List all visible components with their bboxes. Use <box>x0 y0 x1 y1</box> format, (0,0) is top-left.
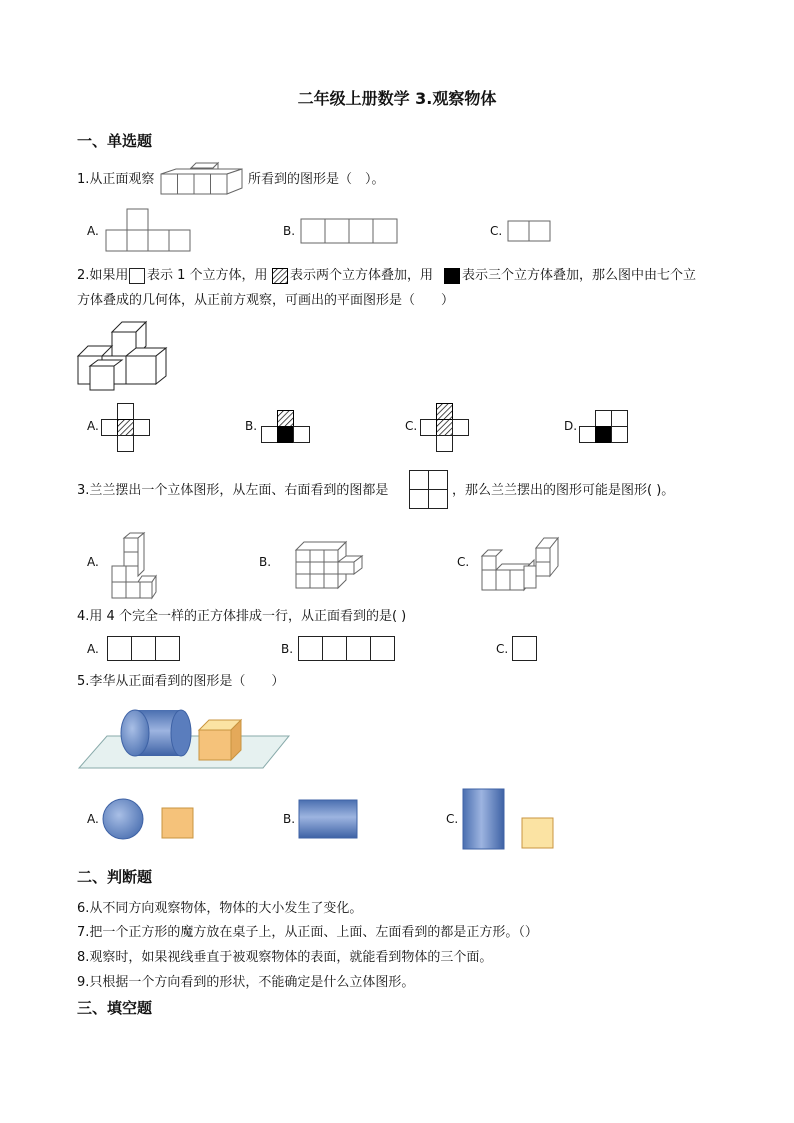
question-6-text: 6.从不同方向观察物体，物体的大小发生了变化。 <box>77 901 363 916</box>
page-title: 二年级上册数学 3.观察物体 <box>297 89 497 108</box>
question-2-line1-b: 表示 1 个立方体，用 <box>147 268 268 283</box>
q2-option-a-label[interactable]: A. <box>87 419 99 433</box>
double-cube-hatched-symbol <box>272 268 289 285</box>
question-4-text: 4.用 4 个完全一样的正方体排成一行，从正面看到的是( ) <box>77 609 407 624</box>
q3-option-b-label[interactable]: B. <box>259 555 272 569</box>
question-5-text: 5.李华从正面看到的图形是（ ） <box>77 674 285 689</box>
q1-3d-cubes-figure <box>158 160 248 196</box>
question-1-prefix: 1.从正面观察 <box>77 172 155 187</box>
q3-option-a-figure[interactable] <box>108 530 160 602</box>
q1-option-a-figure[interactable] <box>105 208 195 252</box>
section-heading-single-choice: 一、单选题 <box>77 132 153 150</box>
question-2-line1-d: 表示三个立方体叠加，那么图中由七个立 <box>462 268 697 283</box>
q1-option-c-figure[interactable] <box>507 220 551 242</box>
q3-option-c-label[interactable]: C. <box>457 555 470 569</box>
question-2-line2: 方体叠成的几何体，从正前方观察，可画出的平面图形是（ ） <box>77 293 455 308</box>
q2-option-b-figure[interactable] <box>261 410 311 444</box>
section-heading-true-false: 二、判断题 <box>77 868 153 886</box>
question-7-text: 7.把一个正方形的魔方放在桌子上，从正面、上面、左面看到的都是正方形。（） <box>77 925 538 940</box>
question-1-suffix: 所看到的图形是（ ）。 <box>248 172 385 187</box>
q5-option-b-figure[interactable] <box>298 798 360 842</box>
q2-option-d-label[interactable]: D. <box>564 419 578 433</box>
q2-stacked-cubes-figure <box>76 318 172 392</box>
q3-option-b-figure[interactable] <box>292 536 368 592</box>
q2-option-b-label[interactable]: B. <box>245 419 258 433</box>
question-8-text: 8.观察时，如果视线垂直于被观察物体的表面，就能看到物体的三个面。 <box>77 950 493 965</box>
q1-option-b-label[interactable]: B. <box>283 224 296 238</box>
q1-option-b-figure[interactable] <box>300 218 398 244</box>
q1-option-a-label[interactable]: A. <box>87 224 99 238</box>
section-heading-fill-in: 三、填空题 <box>77 999 153 1017</box>
q1-option-c-label[interactable]: C. <box>490 224 503 238</box>
q2-option-c-figure[interactable] <box>420 403 470 453</box>
question-9-text: 9.只根据一个方向看到的形状，不能确定是什么立体图形。 <box>77 975 415 990</box>
q3-option-a-label[interactable]: A. <box>87 555 99 569</box>
q4-option-a-label[interactable]: A. <box>87 642 99 656</box>
q5-option-b-label[interactable]: B. <box>283 812 296 826</box>
q3-option-c-figure[interactable] <box>478 534 564 594</box>
q5-option-a-figure[interactable] <box>102 798 198 842</box>
question-2-line1-a: 2.如果用 <box>77 268 129 283</box>
q2-option-d-figure[interactable] <box>579 410 629 444</box>
q5-option-c-label[interactable]: C. <box>446 812 459 826</box>
question-2-line1-c: 表示两个立方体叠加，用 <box>290 268 434 283</box>
q2-option-c-label[interactable]: C. <box>405 419 418 433</box>
q3-side-view-figure <box>409 470 449 510</box>
q4-option-c-figure[interactable] <box>512 636 538 662</box>
q5-scene-figure <box>77 704 293 770</box>
q2-option-a-figure[interactable] <box>101 403 151 453</box>
question-3-suffix: ，那么兰兰摆出的图形可能是图形( )。 <box>452 483 675 498</box>
q5-option-c-figure[interactable] <box>462 788 558 852</box>
q4-option-b-figure[interactable] <box>298 636 398 662</box>
q5-option-a-label[interactable]: A. <box>87 812 99 826</box>
q4-option-a-figure[interactable] <box>107 636 183 662</box>
triple-cube-black-symbol <box>444 268 461 285</box>
q4-option-c-label[interactable]: C. <box>496 642 509 656</box>
single-cube-symbol <box>129 268 146 285</box>
question-3-prefix: 3.兰兰摆出一个立体图形，从左面、右面看到的图都是 <box>77 483 389 498</box>
q4-option-b-label[interactable]: B. <box>281 642 294 656</box>
